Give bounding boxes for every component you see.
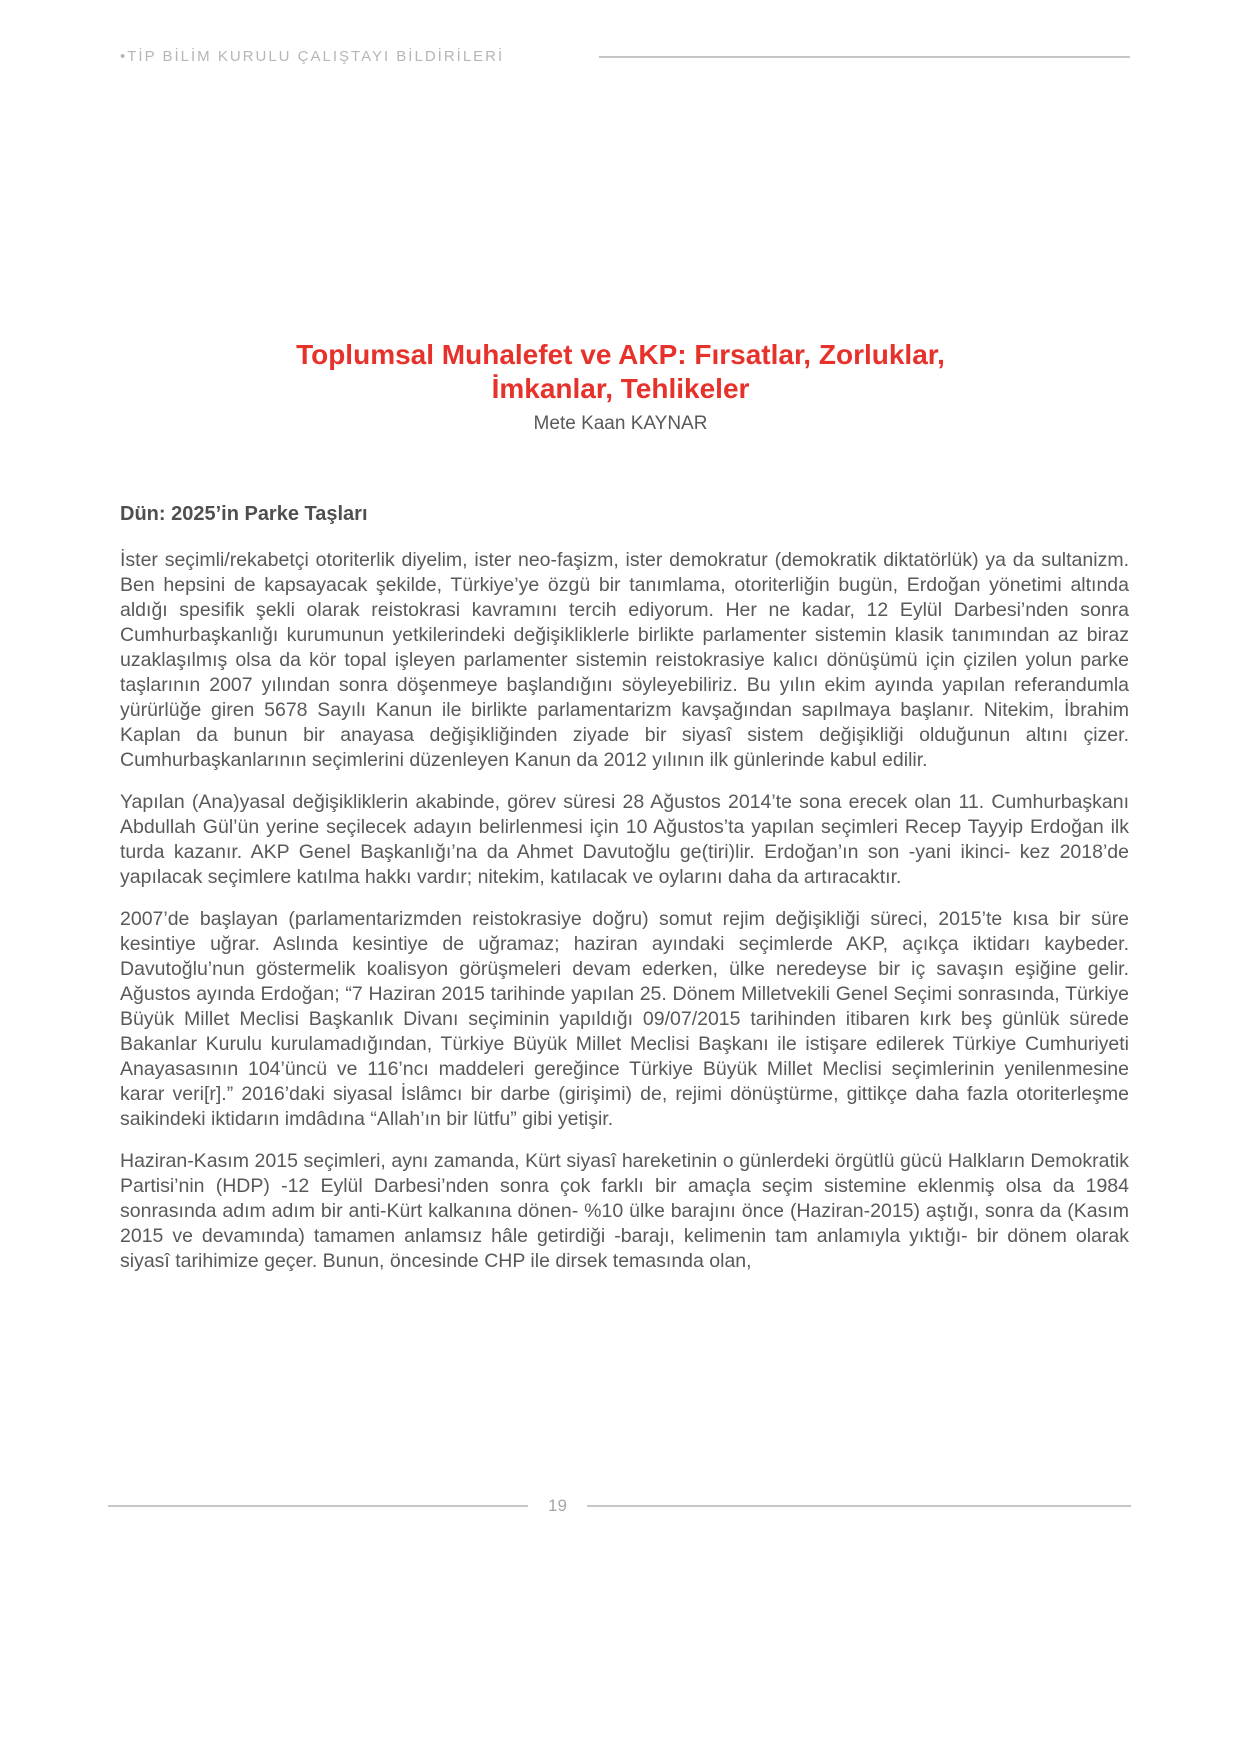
- page-footer: [108, 1497, 1131, 1514]
- footer-rule-left: [108, 1505, 528, 1507]
- running-title: •TİP BİLİM KURULU ÇALIŞTAYI BİLDİRİLERİ: [120, 48, 505, 65]
- paragraph: 2007’de başlayan (parlamentarizmden reistokrasiye doğru) somut rejim değişikliği süreci, 2015’te kısa bir süre kesintiye uğrar. Aslında kesintiye de uğramaz; haziran ayındaki seçimlerde AKP, açıkça iktidarı kaybeder. Davutoğlu’nun göstermelik koalisyon görüşmeleri devam ederken, ülke neredeyse bir iç savaşın eşiğine gelir. Ağustos ayında Erdoğan; “7 Haziran 2015 tarihinde yapılan 25. Dönem Milletvekili Genel Seçimi sonrasında, Türkiye Büyük Millet Meclisi Başkanlık Divanı seçiminin yapıldığı 09/07/2015 tarihinden itibaren kırk beş günlük sürede Bakanlar Kurulu kurulamadığından, Türkiye Büyük Millet Meclisi Başkanı ile istişare edilerek Türkiye Cumhuriyeti Anayasasının 104’üncü ve 116’ncı maddeleri gereğince Türkiye Büyük Millet Meclisi seçimlerinin yenilenmesine karar veri[r].” 2016’daki siyasal İslâmcı bir darbe (girişimi) de, rejimi dönüştürme, gittikçe daha fazla otoriterleşme saikindeki iktidarın imdâdına “Allah’ın bir lütfu” gibi yetişir.: [120, 908, 1129, 1130]
- page-number: 19: [548, 1496, 567, 1515]
- page-header: [120, 48, 1130, 65]
- article-title: [0, 338, 1241, 406]
- article-title-line1: Toplumsal Muhalefet ve AKP: Fırsatlar, Zorluklar,: [296, 339, 945, 370]
- article-title-line2: İmkanlar, Tehlikeler: [491, 373, 750, 404]
- article-body: [120, 503, 1129, 1291]
- footer-rule-right: [587, 1505, 1131, 1507]
- section-heading: Dün: 2025’in Parke Taşları: [120, 503, 368, 525]
- article-author: Mete Kaan KAYNAR: [533, 413, 708, 434]
- header-rule: [599, 56, 1130, 58]
- title-block: [0, 338, 1241, 435]
- paragraph: Yapılan (Ana)yasal değişikliklerin akabinde, görev süresi 28 Ağustos 2014’te sona erecek olan 11. Cumhurbaşkanı Abdullah Gül’ün yerine seçilecek adayın belirlenmesi için 10 Ağustos’ta yapılan seçimleri Recep Tayyip Erdoğan ilk turda kazanır. AKP Genel Başkanlığı’na da Ahmet Davutoğlu ge(tiri)lir. Erdoğan’ın son -yani ikinci- kez 2018’de yapılacak seçimlere katılma hakkı vardır; nitekim, katılacak ve oylarını daha da artıracaktır.: [120, 791, 1129, 888]
- paragraph: İster seçimli/rekabetçi otoriterlik diyelim, ister neo-faşizm, ister demokratur (demokratik diktatörlük) ya da sultanizm. Ben hepsini de kapsayacak şekilde, Türkiye’ye özgü bir tanımlama, otoriterliğin bugün, Erdoğan yönetimi altında aldığı spesifik şekli olarak reistokrasi kavramını tercih ediyorum. Her ne kadar, 12 Eylül Darbesi’nden sonra Cumhurbaşkanlığı kurumunun yetkilerindeki değişikliklerle birlikte parlamenter sistemin klasik tanımından az biraz uzaklaşılmış olsa da kör topal işleyen parlamenter sistemin reistokrasiye kalıcı dönüşümü için çizilen yolun parke taşlarının 2007 yılından sonra döşenmeye başlandığını söyleyebiliriz. Bu yılın ekim ayında yapılan referandumla yürürlüğe giren 5678 Sayılı Kanun ile birlikte parlamentarizm kavşağından sapılmaya başlanır. Nitekim, İbrahim Kaplan da bunun bir anayasa değişikliğinden ziyade bir siyasî sistem değişikliği olduğunun altını çizer. Cumhurbaşkanlarının seçimlerini düzenleyen Kanun da 2012 yılının ilk günlerinde kabul edilir.: [120, 549, 1129, 771]
- paragraph: Haziran-Kasım 2015 seçimleri, aynı zamanda, Kürt siyasî hareketinin o günlerdeki örgütlü gücü Halkların Demokratik Partisi’nin (HDP) -12 Eylül Darbesi’nden sonra çok farklı bir amaçla seçim sistemine eklenmiş olsa da 1984 sonrasında adım adım bir anti-Kürt kalkanına dönen- %10 ülke barajını önce (Haziran-2015) aştığı, sonra da (Kasım 2015 ve devamında) tamamen anlamsız hâle getirdiği -barajı, kelimenin tam anlamıyla yıktığı- bir dönem olarak siyasî tarihimize geçer. Bunun, öncesinde CHP ile dirsek temasında olan,: [120, 1150, 1129, 1272]
